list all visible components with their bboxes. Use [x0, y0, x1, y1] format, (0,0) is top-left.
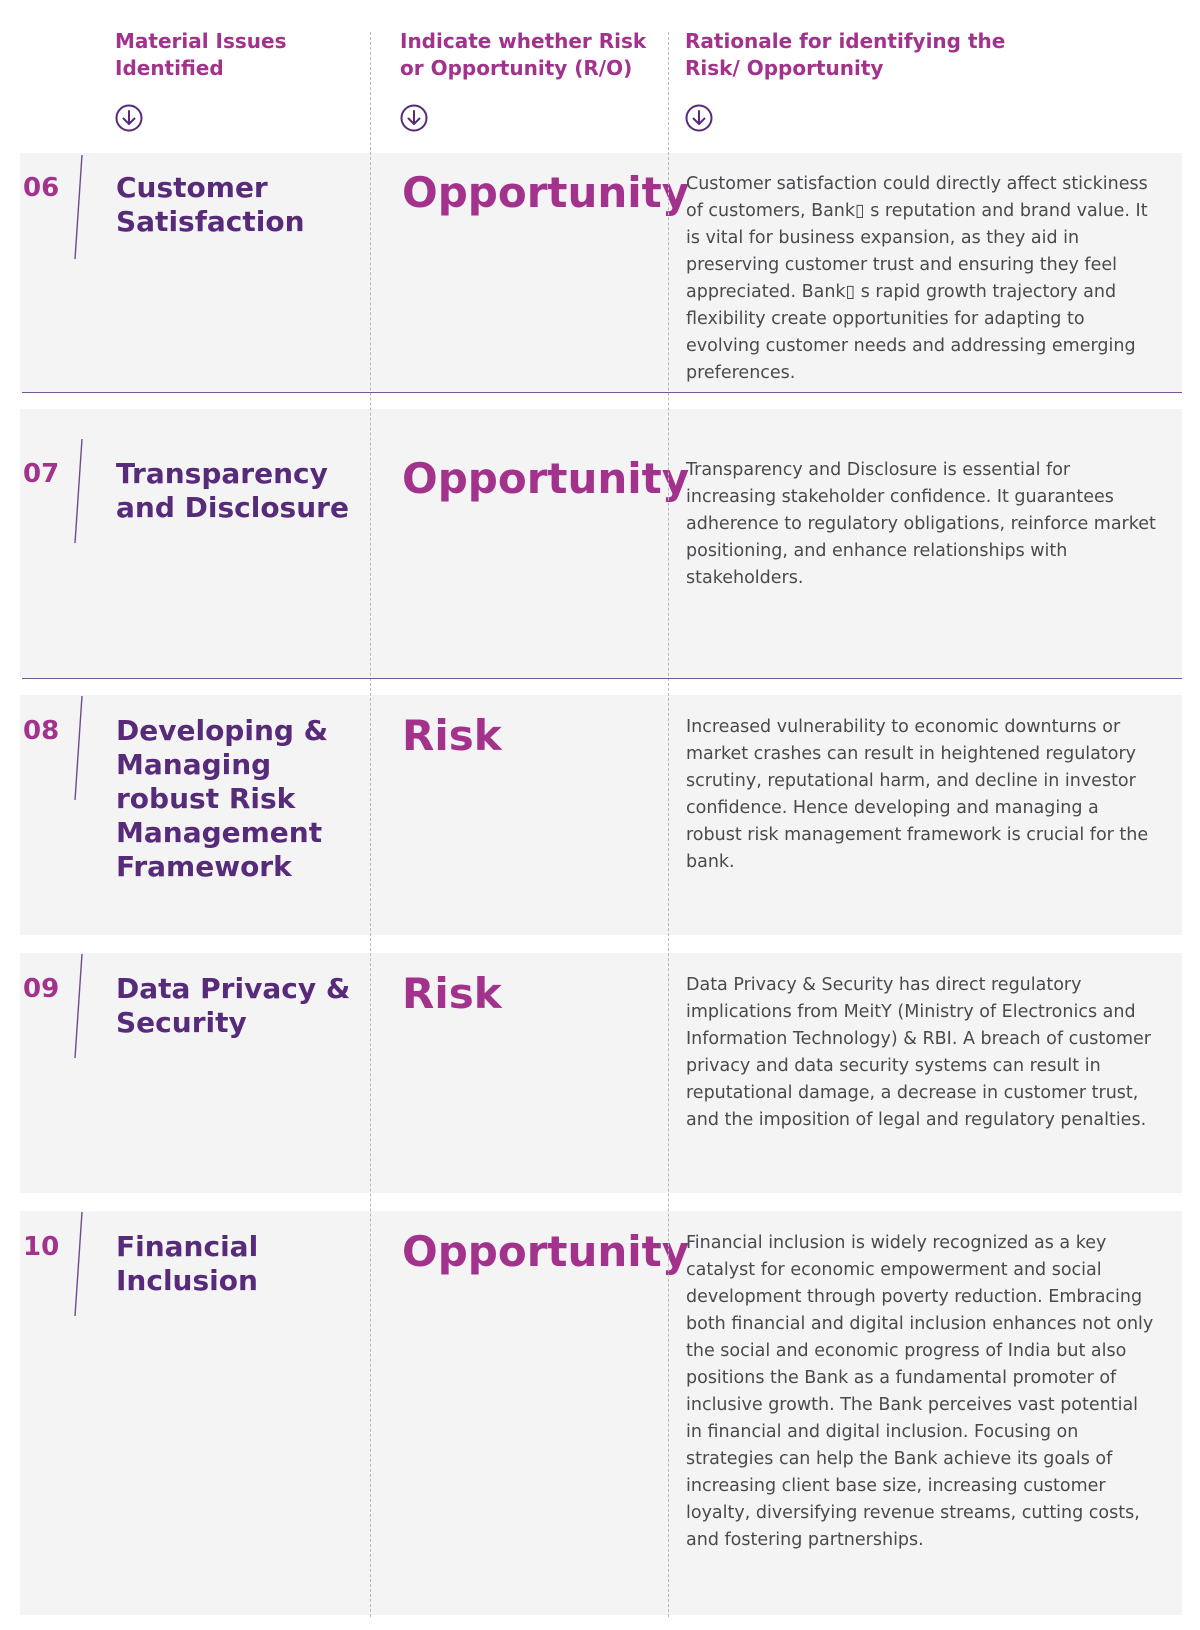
risk-opportunity-label: Risk	[402, 969, 502, 1018]
issue-title: Customer Satisfaction	[116, 171, 305, 238]
table-row	[20, 953, 1182, 1193]
issue-title: Developing & Managing robust Risk Management Framework	[116, 714, 329, 883]
slash-divider	[56, 1212, 96, 1316]
row-number: 10	[23, 1232, 60, 1262]
column-separator	[668, 32, 669, 1617]
rationale-text: Financial inclusion is widely recognized as a key catalyst for economic empowerment and social development through poverty reduction. Embracing both financial and digital inclusion enhances not only the social and economic progress of India but also positions the Bank as a fundamental promoter of inclusive growth. The Bank perceives vast potential in financial and digital inclusion. Focusing on strategies can help the Bank achieve its goals of increasing client base size, increasing customer loyalty, diversifying revenue streams, cutting costs, and fostering partnerships.	[686, 1233, 1154, 1550]
row-number: 08	[23, 716, 60, 746]
arrow-down-circle-icon	[400, 104, 428, 132]
slash-divider	[56, 439, 96, 543]
slash-divider	[56, 954, 96, 1058]
column-separator	[370, 32, 371, 1617]
row-divider	[22, 678, 1182, 679]
arrow-down-circle-icon	[115, 104, 143, 132]
issue-title: Data Privacy & Security	[116, 972, 351, 1039]
rationale-text: Increased vulnerability to economic downturns or market crashes can result in heightened regulatory scrutiny, reputational harm, and decline in investor confidence. Hence developing and managing a robust risk management framework is crucial for the bank.	[686, 717, 1149, 872]
arrow-down-circle-icon	[685, 104, 713, 132]
table-row	[20, 1211, 1182, 1615]
rationale-text: Data Privacy & Security has direct regulatory implications from MeitY (Ministry of Electronics and Information Technology) & RBI. A breach of customer privacy and data security systems can result in reputational damage, a decrease in customer trust, and the imposition of legal and regulatory penalties.	[686, 975, 1151, 1130]
risk-opportunity-label: Opportunity	[402, 1227, 690, 1276]
header-risk-or-opportunity: Indicate whether Risk or Opportunity (R/O)	[400, 29, 647, 80]
row-number: 07	[23, 459, 60, 489]
slash-divider	[56, 696, 96, 800]
table-row	[20, 153, 1182, 393]
rationale-text: Transparency and Disclosure is essential for increasing stakeholder confidence. It guarantees adherence to regulatory obligations, reinforce market positioning, and enhance relationships with stakeholders.	[686, 460, 1156, 588]
issue-title: Transparency and Disclosure	[116, 457, 349, 524]
row-divider	[22, 392, 1182, 393]
slash-divider	[56, 155, 96, 259]
risk-opportunity-label: Opportunity	[402, 454, 690, 503]
table-row	[20, 695, 1182, 935]
row-number: 09	[23, 974, 60, 1004]
header-rationale: Rationale for identifying the Risk/ Opportunity	[685, 29, 1006, 80]
risk-opportunity-label: Risk	[402, 711, 502, 760]
risk-opportunity-label: Opportunity	[402, 168, 690, 217]
issue-title: Financial Inclusion	[116, 1230, 259, 1297]
rationale-text: Customer satisfaction could directly affect stickiness of customers, Bank▯ s reputation and brand value. It is vital for business expansion, as they aid in preserving customer trust and ensuring they feel appreciated. Bank▯ s rapid growth trajectory and flexibility create opportunities for adapting to evolving customer needs and addressing emerging preferences.	[686, 174, 1148, 383]
table-row	[20, 409, 1182, 678]
row-number: 06	[23, 173, 60, 203]
header-material-issues: Material Issues Identified	[115, 29, 287, 80]
